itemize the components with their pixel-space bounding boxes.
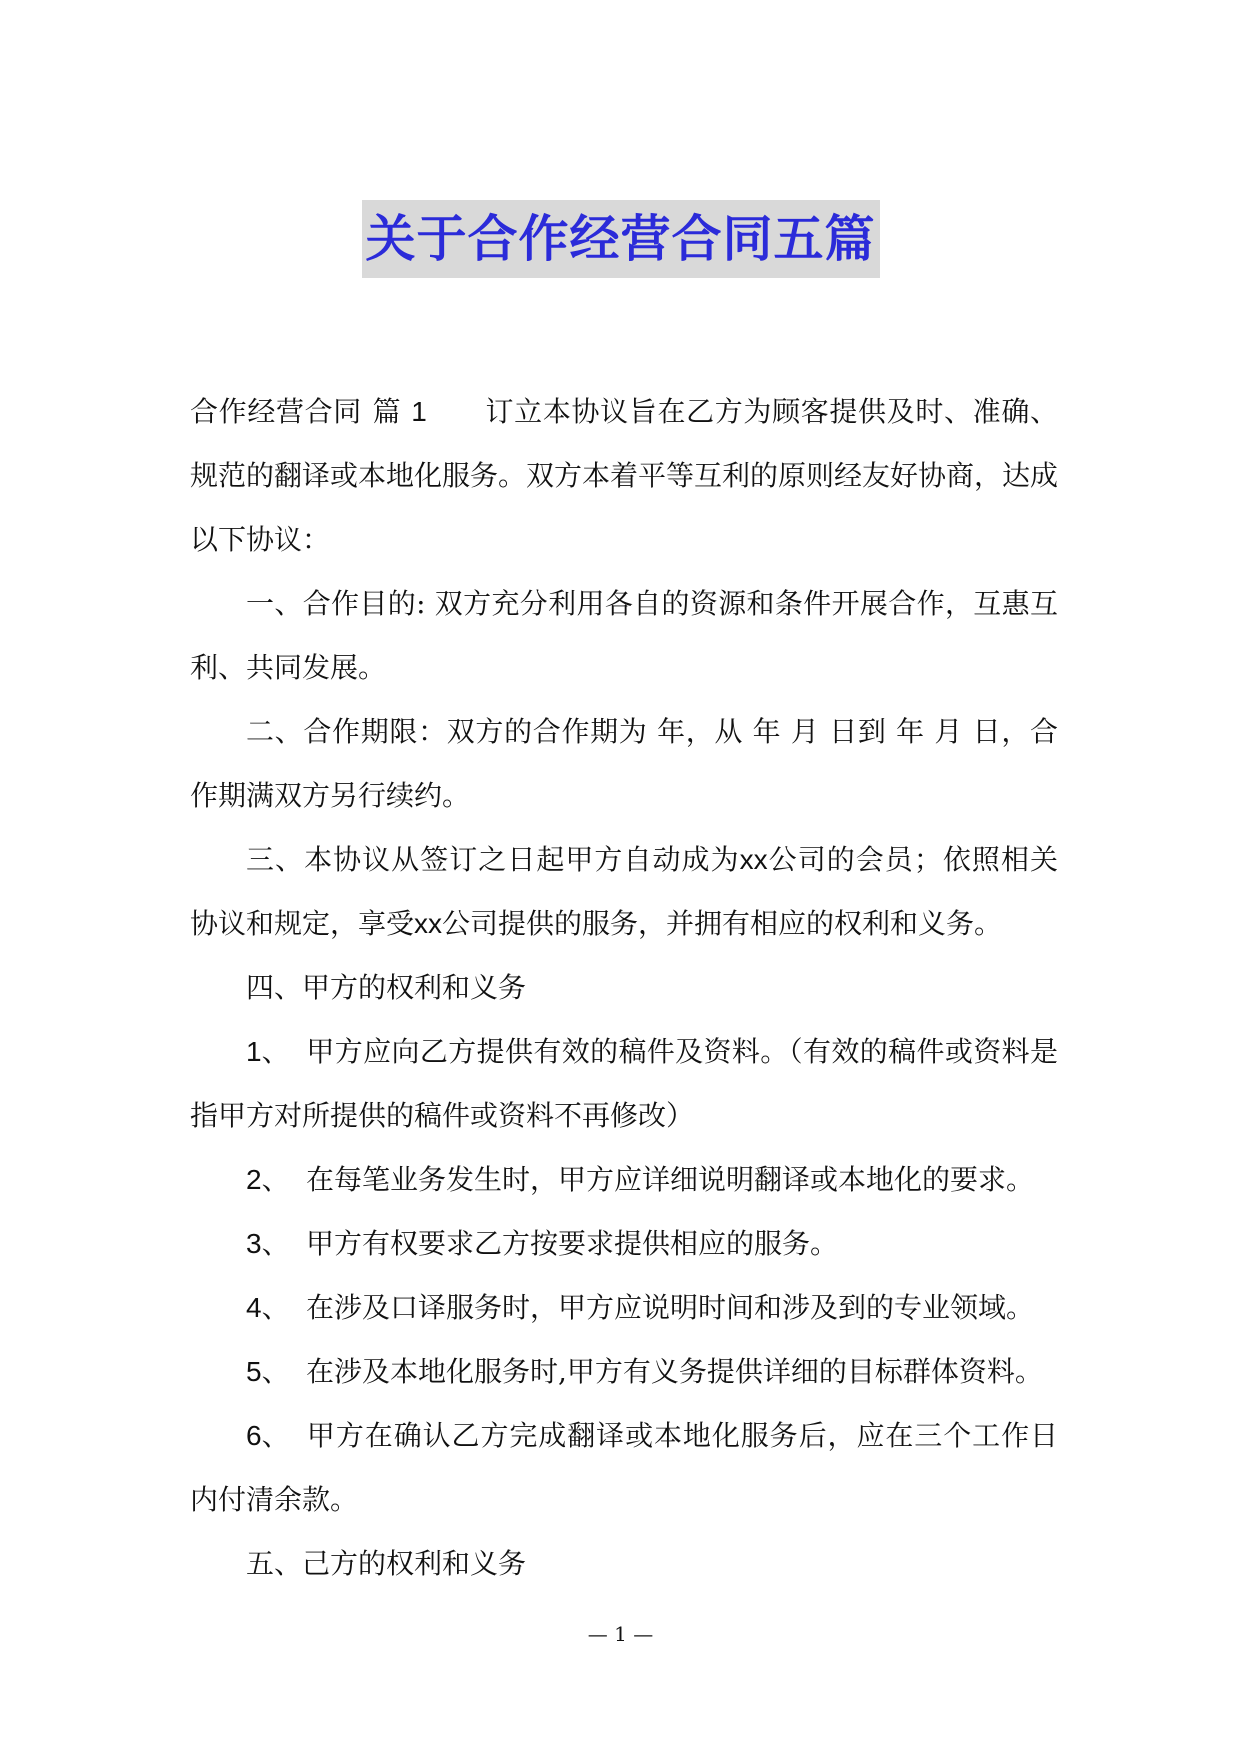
list-item-number: 3、 bbox=[246, 1228, 290, 1259]
list-item bbox=[190, 1404, 1058, 1532]
page-number: — 1 — bbox=[587, 1622, 654, 1646]
list-item-text: 在涉及本地化服务时,甲方有义务提供详细的目标群体资料。 bbox=[306, 1355, 1043, 1388]
clause-3-xx-2: xx bbox=[414, 908, 443, 939]
list-item-number: 6、 bbox=[246, 1420, 290, 1451]
clause-1: 一、合作目的: 双方充分利用各自的资源和条件开展合作，互惠互利、共同发展。 bbox=[190, 587, 1058, 684]
list-item-number: 2、 bbox=[246, 1164, 290, 1195]
document-title: 关于合作经营合同五篇 bbox=[362, 200, 880, 278]
intro-text: 订立本协议旨在乙方为顾客提供及时、准确、规范的翻译或本地化服务。双方本着平等互利的原则经友好协商，达成以下协议： bbox=[190, 395, 1059, 556]
intro-heading: 合作经营合同 bbox=[190, 395, 362, 428]
list-item bbox=[190, 1020, 1058, 1148]
list-item-text: 甲方应向乙方提供有效的稿件及资料。（有效的稿件或资料是指甲方对所提供的稿件或资料不再修改） bbox=[190, 1035, 1058, 1132]
clause-4-heading: 四、甲方的权利和义务 bbox=[246, 971, 527, 1004]
list-item bbox=[190, 1212, 1058, 1276]
list-item bbox=[190, 1276, 1058, 1340]
clause-3 bbox=[190, 828, 1058, 956]
list-item-number: 1、 bbox=[246, 1036, 290, 1067]
list-item-number: 4、 bbox=[246, 1292, 290, 1323]
clause-2: 二、合作期限：双方的合作期为 年，从 年 月 日到 年 月 日，合作期满双方另行续约。 bbox=[190, 715, 1058, 812]
list-item-text: 在每笔业务发生时，甲方应详细说明翻译或本地化的要求。 bbox=[306, 1163, 1035, 1196]
clause-3-xx-1: xx bbox=[739, 844, 768, 875]
list-item-text: 甲方有权要求乙方按要求提供相应的服务。 bbox=[306, 1227, 839, 1260]
list-item-number: 5、 bbox=[246, 1356, 290, 1387]
clause-3-part-a: 三、本协议从签订之日起甲方自动成为 bbox=[246, 843, 740, 876]
list-item-text: 在涉及口译服务时，甲方应说明时间和涉及到的专业领域。 bbox=[306, 1291, 1035, 1324]
clause-3-part-c: 公司提供的服务，并拥有相应的权利和义务。 bbox=[442, 907, 1003, 940]
document-body bbox=[190, 380, 1058, 1596]
list-item-text: 甲方在确认乙方完成翻译或本地化服务后，应在三个工作日内付清余款。 bbox=[190, 1419, 1058, 1516]
intro-paragraph bbox=[190, 380, 1058, 572]
clause-3-part-b: 公司的会员；依照相关协议和规定，享受 bbox=[190, 843, 1058, 940]
title-wrapper bbox=[0, 200, 1241, 278]
intro-part: 篇 bbox=[371, 395, 402, 428]
intro-part-number: 1 bbox=[411, 396, 427, 427]
list-item bbox=[190, 1148, 1058, 1212]
list-item bbox=[190, 1340, 1058, 1404]
clause-5-heading: 五、己方的权利和义务 bbox=[246, 1547, 527, 1580]
